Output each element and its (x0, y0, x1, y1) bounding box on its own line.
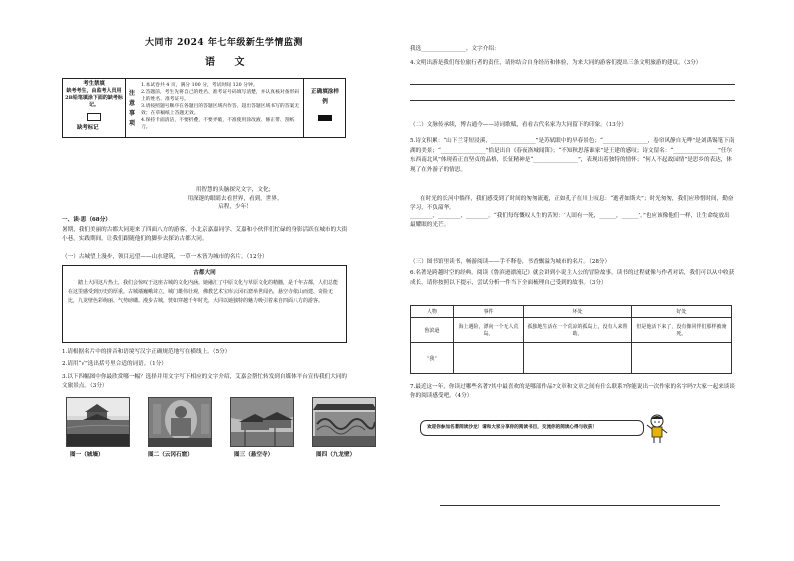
table-cell: 孤独地生活在一个荒凉的孤岛上，没有人来帮助。 (524, 318, 632, 343)
answer-line (410, 100, 735, 101)
table-row (411, 343, 732, 374)
table-header: 人物 (411, 306, 454, 318)
passage-text: 踏上大同这片热土，我们会惊叹于这座古城的文化内涵。她融汇了中原文化与草原文化的精髓，是千年古都，人们总能在这里感受到历史的厚重。古城墙巍峨耸立，城门雄伟壮观，佛教艺术宝库云冈石窟举世闻名，悬空寺依山而建、奇险无比，九龙壁色彩绚丽、气势磅礴。漫步古城，恍如穿越千年时光，大同以她独特的魅力吸引着来自四面八方的游客。 (68, 280, 339, 305)
table-header: 好处 (631, 306, 731, 318)
photo-caption-2: 图二（云冈石窟） (148, 452, 193, 458)
passage-title: 古都大同 (193, 270, 216, 276)
question-2: 2.请用“√”选出括号里合适的词语。（1分） (62, 361, 167, 367)
photo-nine-dragon-wall (312, 397, 376, 447)
passage-box (62, 265, 347, 343)
sub-heading-two: （二）文脉传承续，博古通今——诗词歌赋，看看古代名家为大同留下的印象。（13分） (410, 122, 627, 128)
nine-dragon-wall-image (313, 398, 376, 447)
exam-info-box (62, 78, 346, 138)
photo-city-wall (66, 397, 130, 447)
table-cell: 鲁滨逊 (411, 318, 454, 343)
table-header: 坏处 (524, 306, 632, 318)
section-one-paragraph: 暑期，我们美丽的古都大同迎来了四面八方的游客，小北京嘉嘉同学、艾嘉和小伙伴们忙碌的身影活跃在城市的大街小巷。实践期间，让我们跟随他们的脚步去探访古都大同。 (62, 227, 348, 242)
correct-fill-panel (303, 79, 346, 137)
hanging-temple-image (231, 398, 294, 447)
banner-text: 欢迎你参加名著阅读沙龙！请和大家分享你的阅读书目，交流你的阅读心得与收获！ (427, 425, 597, 430)
table-cell: 海上遇险，漂向一个无人荒岛。 (453, 318, 524, 343)
city-wall-image (67, 398, 130, 447)
photo-caption-1: 图一（城墙） (70, 452, 104, 458)
cartoon-student-icon (646, 414, 668, 444)
table-cell-answer[interactable] (453, 343, 524, 374)
question-5-poetry: 5.诗文积累：“山下兰芽短浸溪，________________”是苏轼眼中的早春景色；“________________，卷帘风静自无哗”是刘禹锡笔下南湖的美景；“________________”恰是出自《春夜洛城闻笛》；“不知秋思落谁家”是王建的感叹；诗文留名：“________________”任尔东西南北风”体现着正直坚贞的品格，长征精神是“________________”，表现出着独特的情怀；“何人不起故园情”是思乡的表达，体现了在外游子的情思。 (410, 138, 735, 173)
notice-item: 2.答题前，考生先将自己的姓名、准考证号码填写清楚，并认真核对条形码上的姓名、准考证号。 (141, 90, 300, 102)
notice-list (141, 82, 301, 131)
table-row (411, 318, 732, 343)
photo-caption-4: 图四（九龙壁） (316, 452, 356, 458)
sub-heading-one: （一）古城望上漫步，领目远望——山水建筑，一草一木皆为城市的名片。（12分） (62, 254, 268, 260)
table-header: 事件 (453, 306, 524, 318)
correct-fill-label: 正确填涂样 例 (311, 89, 339, 105)
section-one-heading: 一、读·思（68分） (62, 217, 111, 223)
question-4: 4.文明出游是我们每位旅行者的责任，请你结合自身经历和体验，为来大同的游客们提出三条文明旅游的建议。（3分） (410, 60, 702, 66)
table-cell-answer[interactable] (524, 343, 632, 374)
table-cell-answer[interactable] (631, 343, 731, 374)
notice-item: 1.本试卷共 4 页，满分 100 分，考试时间 120 分钟。 (141, 83, 258, 88)
literature-table (410, 305, 732, 374)
photo-caption-3: 图三（悬空寺） (234, 452, 274, 458)
photo-yungang-grottoes (148, 397, 212, 447)
notice-label: 注意事项 (129, 90, 136, 127)
choice-line: 我选________________，文字介绍： (410, 46, 500, 52)
table-cell: “我” (411, 343, 454, 374)
notice-item: 4.保持卡面清洁，不要折叠，不要弄破，不准使用涂改液、修正带、刮纸刀。 (141, 118, 295, 130)
sub-heading-three: （三）图书馆里读书，畅游阅读——手不释卷，书香飘溢为城市的名片。（28分） (410, 259, 611, 265)
intro-block (165, 186, 305, 212)
notice-item: 3.请按照题号顺序在各题目的答题区域内作答，超出答题区域书写的答案无效；在草稿纸上答题无效。 (141, 104, 300, 116)
question-6: 6.名著是跨越时空的经典。阅读《鲁滨逊漂流记》就会讲到小说主人公的冒险故事，读书的过程就像与作者对话，我们可以从中收获成长。请你按照以下提示，尝试分析一件当下全面梳理自己受到的故事。（3分） (410, 270, 735, 286)
reading-salon-banner (420, 420, 644, 436)
question-1: 1.请根据名片中的拼音和语境写汉字正确规范地写在横线上。（5分） (62, 349, 231, 355)
student-illustration (646, 414, 668, 444)
question-3: 3.以下四幅图中你最欣赏哪一幅？选择并用文字写下相应的文字介绍，艾嘉会帮忙转发到自媒体平台宣传我们大同的文旅景点。（3分） (62, 374, 348, 389)
subject-title: 语 文 (205, 57, 253, 68)
intro-line: 用智慧的头脑探究文字，文化； (195, 187, 275, 193)
table-cell: 但是他活下来了，没有像同伴们那样被淹死。 (631, 318, 731, 343)
grottoes-image (149, 398, 212, 447)
intro-line: 用深邃的眼睛去看世界，看到，世界。 (187, 195, 283, 202)
question-5-blanks: ________，________，________。“我们每每慨叹人生的苦短：‘人固有一死，______，______’。”也应该像他们一样，让生命绽放出最耀眼的光芒。 (410, 213, 730, 228)
absent-mark-box[interactable] (87, 113, 101, 121)
photo-hanging-temple (230, 397, 294, 447)
examinee-heading: 考生禁填 (83, 81, 105, 87)
examinee-note: 缺考考生，由监考人员用2B铅笔填涂下面的缺考标记。 (65, 88, 123, 108)
exam-title: 大同市 2024 年七年级新生学情监测 (145, 38, 303, 48)
question-7: 7.最近这一年，你读过哪些名著?其中最喜欢的是哪部作品?文章和文章之间有什么联系?你能说出一次作家的名字吗?大家一起来谈谈你的阅读感受吧。（4分） (410, 384, 735, 399)
answer-line (410, 84, 735, 85)
question-5-time: 在时光的长河中徜徉，我们感受到了时间的匆匆流逝，正如孔子在川上叹息：“逝者如斯夫”；时光匆匆，我们应珍惜时间，勤奋学习，不负韶华。 (410, 196, 734, 211)
absent-mark-label: 缺考标记 (77, 125, 99, 131)
table-header-row (411, 306, 732, 318)
intro-line: 启程，少年！ (218, 204, 252, 210)
answer-line (440, 505, 720, 506)
examinee-panel (63, 79, 126, 137)
filled-sample-mark (318, 115, 332, 121)
